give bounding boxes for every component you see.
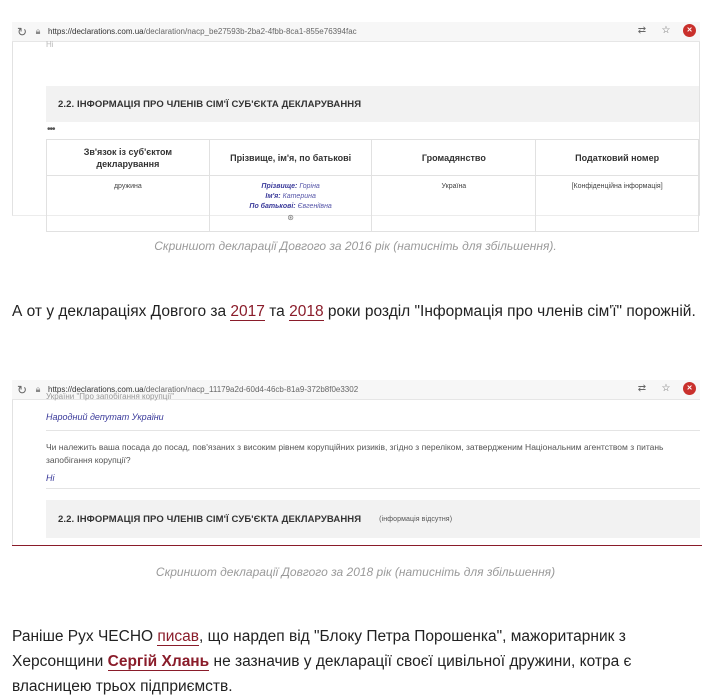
browser-actions xyxy=(635,24,696,37)
column-header: Прізвище, ім'я, по батькові xyxy=(209,140,372,176)
relation-cell: дружина xyxy=(47,176,210,232)
page-content xyxy=(12,40,700,222)
lock-icon: 🔒︎ xyxy=(35,26,41,36)
translate-icon[interactable]: ⇄ xyxy=(637,383,647,394)
table-header-row xyxy=(47,140,699,176)
paragraph-previous-report: Раніше Рух ЧЕСНО писав, що нардеп від "Блоку Петра Порошенка", мажоритарник з Херсонщини Сергій Хлань не зазначив у декларації своєї цивільної дружини, котра є власницею трьох підприємств. xyxy=(12,628,632,695)
family-members-table xyxy=(46,139,699,232)
table-row xyxy=(47,176,699,232)
url-text[interactable]: https://declarations.com.ua/declaration/nacp_be27593b-2ba2-4fbb-8ca1-855e76394fac xyxy=(48,27,357,36)
extension-icon[interactable]: ✕ xyxy=(683,382,696,395)
divider xyxy=(46,488,700,489)
citizenship-cell: Україна xyxy=(372,176,536,232)
fingerprint-icon[interactable]: ⊛ xyxy=(287,213,294,222)
law-reference-text: України "Про запобігання корупції" xyxy=(46,392,175,401)
column-header: Податковий номер xyxy=(536,140,699,176)
browser-actions xyxy=(635,382,696,395)
extension-icon[interactable]: ✕ xyxy=(683,24,696,37)
section-title: 2.2. ІНФОРМАЦІЯ ПРО ЧЛЕНІВ СІМ'Ї СУБ'ЄКТА ДЕКЛАРУВАННЯ xyxy=(46,86,699,122)
divider xyxy=(12,545,702,546)
section-note: (інформація відсутня) xyxy=(379,515,453,523)
link-2018[interactable]: 2018 xyxy=(289,303,324,320)
position-value: Народний депутат України xyxy=(46,412,164,422)
caption-2018: Скриншот декларації Довгого за 2018 рік (натисніть для збільшення) xyxy=(155,565,556,579)
ghost-text: Ні xyxy=(46,40,54,49)
declaration-screenshot-2018[interactable] xyxy=(12,380,700,546)
browser-address-bar xyxy=(12,22,700,42)
page-content xyxy=(12,392,700,546)
corruption-risk-question: Чи належить ваша посада до посад, пов'язаних з високим рівнем корупційних ризиків, згідно з переліком, затвердженим Національним агентством з питань запобігання корупції? xyxy=(46,442,664,465)
translate-icon[interactable]: ⇄ xyxy=(637,25,647,36)
link-2017[interactable]: 2017 xyxy=(230,303,265,320)
star-icon[interactable]: ☆ xyxy=(661,25,671,36)
more-dots: ••• xyxy=(47,124,55,135)
lock-icon: 🔒︎ xyxy=(35,384,41,394)
link-serhii-khlan[interactable]: Сергій Хлань xyxy=(107,653,210,670)
reload-icon[interactable]: ↻ xyxy=(16,24,28,39)
declaration-screenshot-2016[interactable] xyxy=(12,22,700,222)
url-text[interactable]: https://declarations.com.ua/declaration/nacp_11179a2d-60d4-46cb-81a9-372b8f0e3302 xyxy=(48,385,359,394)
caption-2016: Скриншот декларації Довгого за 2016 рік (натисніть для збільшення). xyxy=(154,239,557,253)
column-header: Громадянство xyxy=(372,140,536,176)
paragraph-empty-section: А от у деклараціях Довгого за 2017 та 2018 роки розділ "Інформація про членів сім'ї" порожній. xyxy=(12,303,696,320)
question-answer: Ні xyxy=(46,473,55,483)
star-icon[interactable]: ☆ xyxy=(661,383,671,394)
name-cell: Прізвище: Горіна Ім'я: Катерина По батькові: Євгеніївна ⊛ xyxy=(209,176,372,232)
section-title: 2.2. ІНФОРМАЦІЯ ПРО ЧЛЕНІВ СІМ'Ї СУБ'ЄКТА ДЕКЛАРУВАННЯ (інформація відсутня) xyxy=(46,500,700,538)
link-wrote[interactable]: писав xyxy=(157,628,200,645)
tax-number-cell: [Конфіденційна інформація] xyxy=(536,176,699,232)
reload-icon[interactable]: ↻ xyxy=(16,382,28,397)
column-header: Зв'язок із суб'єктом декларування xyxy=(47,140,210,176)
divider xyxy=(46,430,700,431)
